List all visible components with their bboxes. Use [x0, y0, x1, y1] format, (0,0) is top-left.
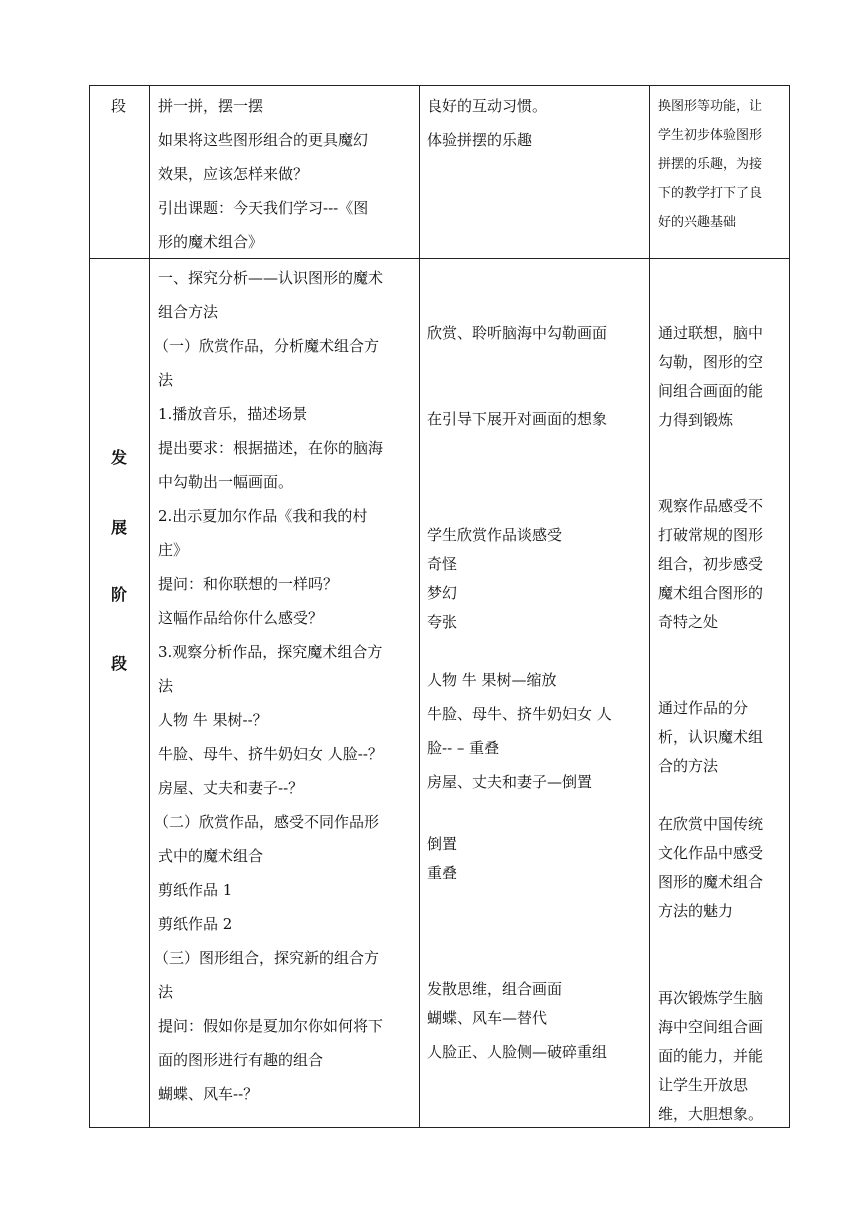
row2-teacher-line: 剪纸作品 1: [158, 881, 233, 899]
row2-student-line: 重叠: [427, 864, 458, 882]
row2-teacher-line: 房屋、丈夫和妻子--？: [158, 779, 304, 797]
row2-student-line: 牛脸、母牛、挤牛奶妇女 人: [427, 705, 612, 723]
row2-intent-line: 合的方法: [658, 757, 719, 775]
row1-intent-line: 换图形等功能，让: [658, 99, 763, 114]
row2-teacher-line: 组合方法: [158, 303, 219, 321]
row2-intent-line: 让学生开放思: [658, 1076, 749, 1094]
row2-student-line: 房屋、丈夫和妻子—倒置: [427, 773, 593, 791]
row2-teacher-line: 庄》: [158, 541, 189, 559]
row2-teacher-line: （一）欣赏作品，分析魔术组合方: [154, 337, 380, 355]
row2-intent-line: 魔术组合图形的: [658, 584, 764, 602]
row2-student-line: 人脸正、人脸侧—破碎重组: [427, 1043, 608, 1061]
row2-stage-char: 展: [111, 518, 128, 537]
row2-student-line: 在引导下展开对画面的想象: [427, 410, 608, 428]
row1-intent-line: 学生初步体验图形: [658, 128, 763, 143]
row1-intent-line: 下的教学打下了良: [658, 186, 763, 201]
row2-student-line: 夸张: [427, 613, 458, 631]
row2-student-line: 人物 牛 果树—缩放: [427, 671, 557, 689]
row2-stage-char: 段: [111, 654, 128, 673]
row2-teacher-line: 法: [158, 677, 174, 695]
row2-intent-line: 力得到锻炼: [658, 411, 734, 429]
row2-intent-line: 再次锻炼学生脑: [658, 989, 764, 1007]
row2-teacher-line: 法: [158, 371, 174, 389]
row2-teacher-line: 式中的魔术组合: [158, 847, 264, 865]
row2-intent-line: 在欣赏中国传统: [658, 815, 764, 833]
row2-intent-line: 打破常规的图形: [658, 526, 764, 544]
row1-teacher-line: 形的魔术组合》: [158, 233, 264, 251]
row2-intent-line: 面的能力，并能: [658, 1047, 764, 1065]
row2-intent-line: 析，认识魔术组: [658, 728, 764, 746]
row1-intent-line: 拼摆的乐趣，为接: [658, 157, 763, 172]
row1-student-line: 良好的互动习惯。: [427, 97, 548, 115]
row1-student-cell: [420, 86, 649, 258]
row2-intent-line: 间组合画面的能: [658, 382, 764, 400]
row2-stage-cell: [90, 259, 149, 1127]
row1-student-line: 体验拼摆的乐趣: [427, 131, 533, 149]
row2-intent-line: 组合，初步感受: [658, 555, 764, 573]
row2-teacher-line: 面的图形进行有趣的组合: [158, 1051, 324, 1069]
row2-student-cell: [420, 259, 649, 1127]
row1-stage-cell: [90, 86, 149, 258]
row2-teacher-line: （三）图形组合，探究新的组合方: [154, 949, 380, 967]
row2-student-line: 梦幻: [427, 584, 458, 602]
row1-teacher-line: 引出课题：今天我们学习---《图: [158, 199, 369, 217]
row2-teacher-line: 提问：和你联想的一样吗？: [158, 575, 339, 593]
row2-teacher-line: 1.播放音乐，描述场景: [158, 405, 308, 423]
row1-teacher-line: 如果将这些图形组合的更具魔幻: [158, 131, 369, 149]
row2-teacher-line: 这幅作品给你什么感受？: [158, 609, 324, 627]
row2-teacher-line: 3.观察分析作品，探究魔术组合方: [158, 643, 383, 661]
row2-teacher-line: 提出要求：根据描述，在你的脑海: [158, 439, 384, 457]
row2-teacher-line: （二）欣赏作品，感受不同作品形: [154, 813, 380, 831]
row2-intent-line: 勾勒，图形的空: [658, 353, 764, 371]
row2-intent-line: 方法的魅力: [658, 902, 734, 920]
row2-teacher-line: 剪纸作品 2: [158, 915, 233, 933]
row2-intent-line: 海中空间组合画: [658, 1018, 764, 1036]
row2-intent-cell: [650, 259, 790, 1127]
row1-teacher-line: 效果，应该怎样来做？: [158, 165, 309, 183]
row2-teacher-cell: [150, 259, 419, 1127]
row2-teacher-line: 蝴蝶、风车--？: [158, 1085, 259, 1103]
row2-intent-line: 观察作品感受不: [658, 497, 764, 515]
row2-teacher-line: 中勾勒出一幅画面。: [158, 473, 294, 491]
row1-intent-cell: [650, 86, 790, 258]
row2-teacher-line: 2.出示夏加尔作品《我和我的村: [158, 507, 368, 525]
row2-student-line: 脸-- – 重叠: [427, 739, 500, 757]
row1-stage-label: 段: [111, 97, 127, 115]
lesson-plan-table: [89, 85, 790, 1128]
row2-teacher-line: 一、探究分析——认识图形的魔术: [158, 269, 384, 287]
row1-intent-line: 好的兴趣基础: [658, 215, 737, 230]
row2-intent-line: 维，大胆想象。: [658, 1105, 764, 1123]
row2-teacher-line: 牛脸、母牛、挤牛奶妇女 人脸--？: [158, 745, 383, 763]
row2-teacher-line: 提问：假如你是夏加尔你如何将下: [158, 1017, 384, 1035]
row2-student-line: 欣赏、聆听脑海中勾勒画面: [427, 324, 608, 342]
row2-intent-line: 通过联想，脑中: [658, 324, 764, 342]
row2-student-line: 倒置: [427, 835, 458, 853]
row2-intent-line: 文化作品中感受: [658, 844, 764, 862]
row2-intent-line: 图形的魔术组合: [658, 873, 764, 891]
row1-teacher-line: 拼一拼，摆一摆: [158, 97, 264, 115]
row2-teacher-line: 人物 牛 果树--？: [158, 711, 268, 729]
row2-stage-char: 发: [111, 448, 128, 467]
row2-intent-line: 奇特之处: [658, 613, 719, 631]
row2-student-line: 学生欣赏作品谈感受: [427, 526, 563, 544]
row2-teacher-line: 法: [158, 983, 174, 1001]
row2-student-line: 奇怪: [427, 555, 458, 573]
row1-teacher-cell: [150, 86, 419, 258]
row2-intent-line: 通过作品的分: [658, 699, 749, 717]
row2-stage-char: 阶: [111, 585, 128, 604]
row2-student-line: 发散思维，组合画面: [427, 980, 563, 998]
row2-student-line: 蝴蝶、风车—替代: [427, 1009, 548, 1027]
